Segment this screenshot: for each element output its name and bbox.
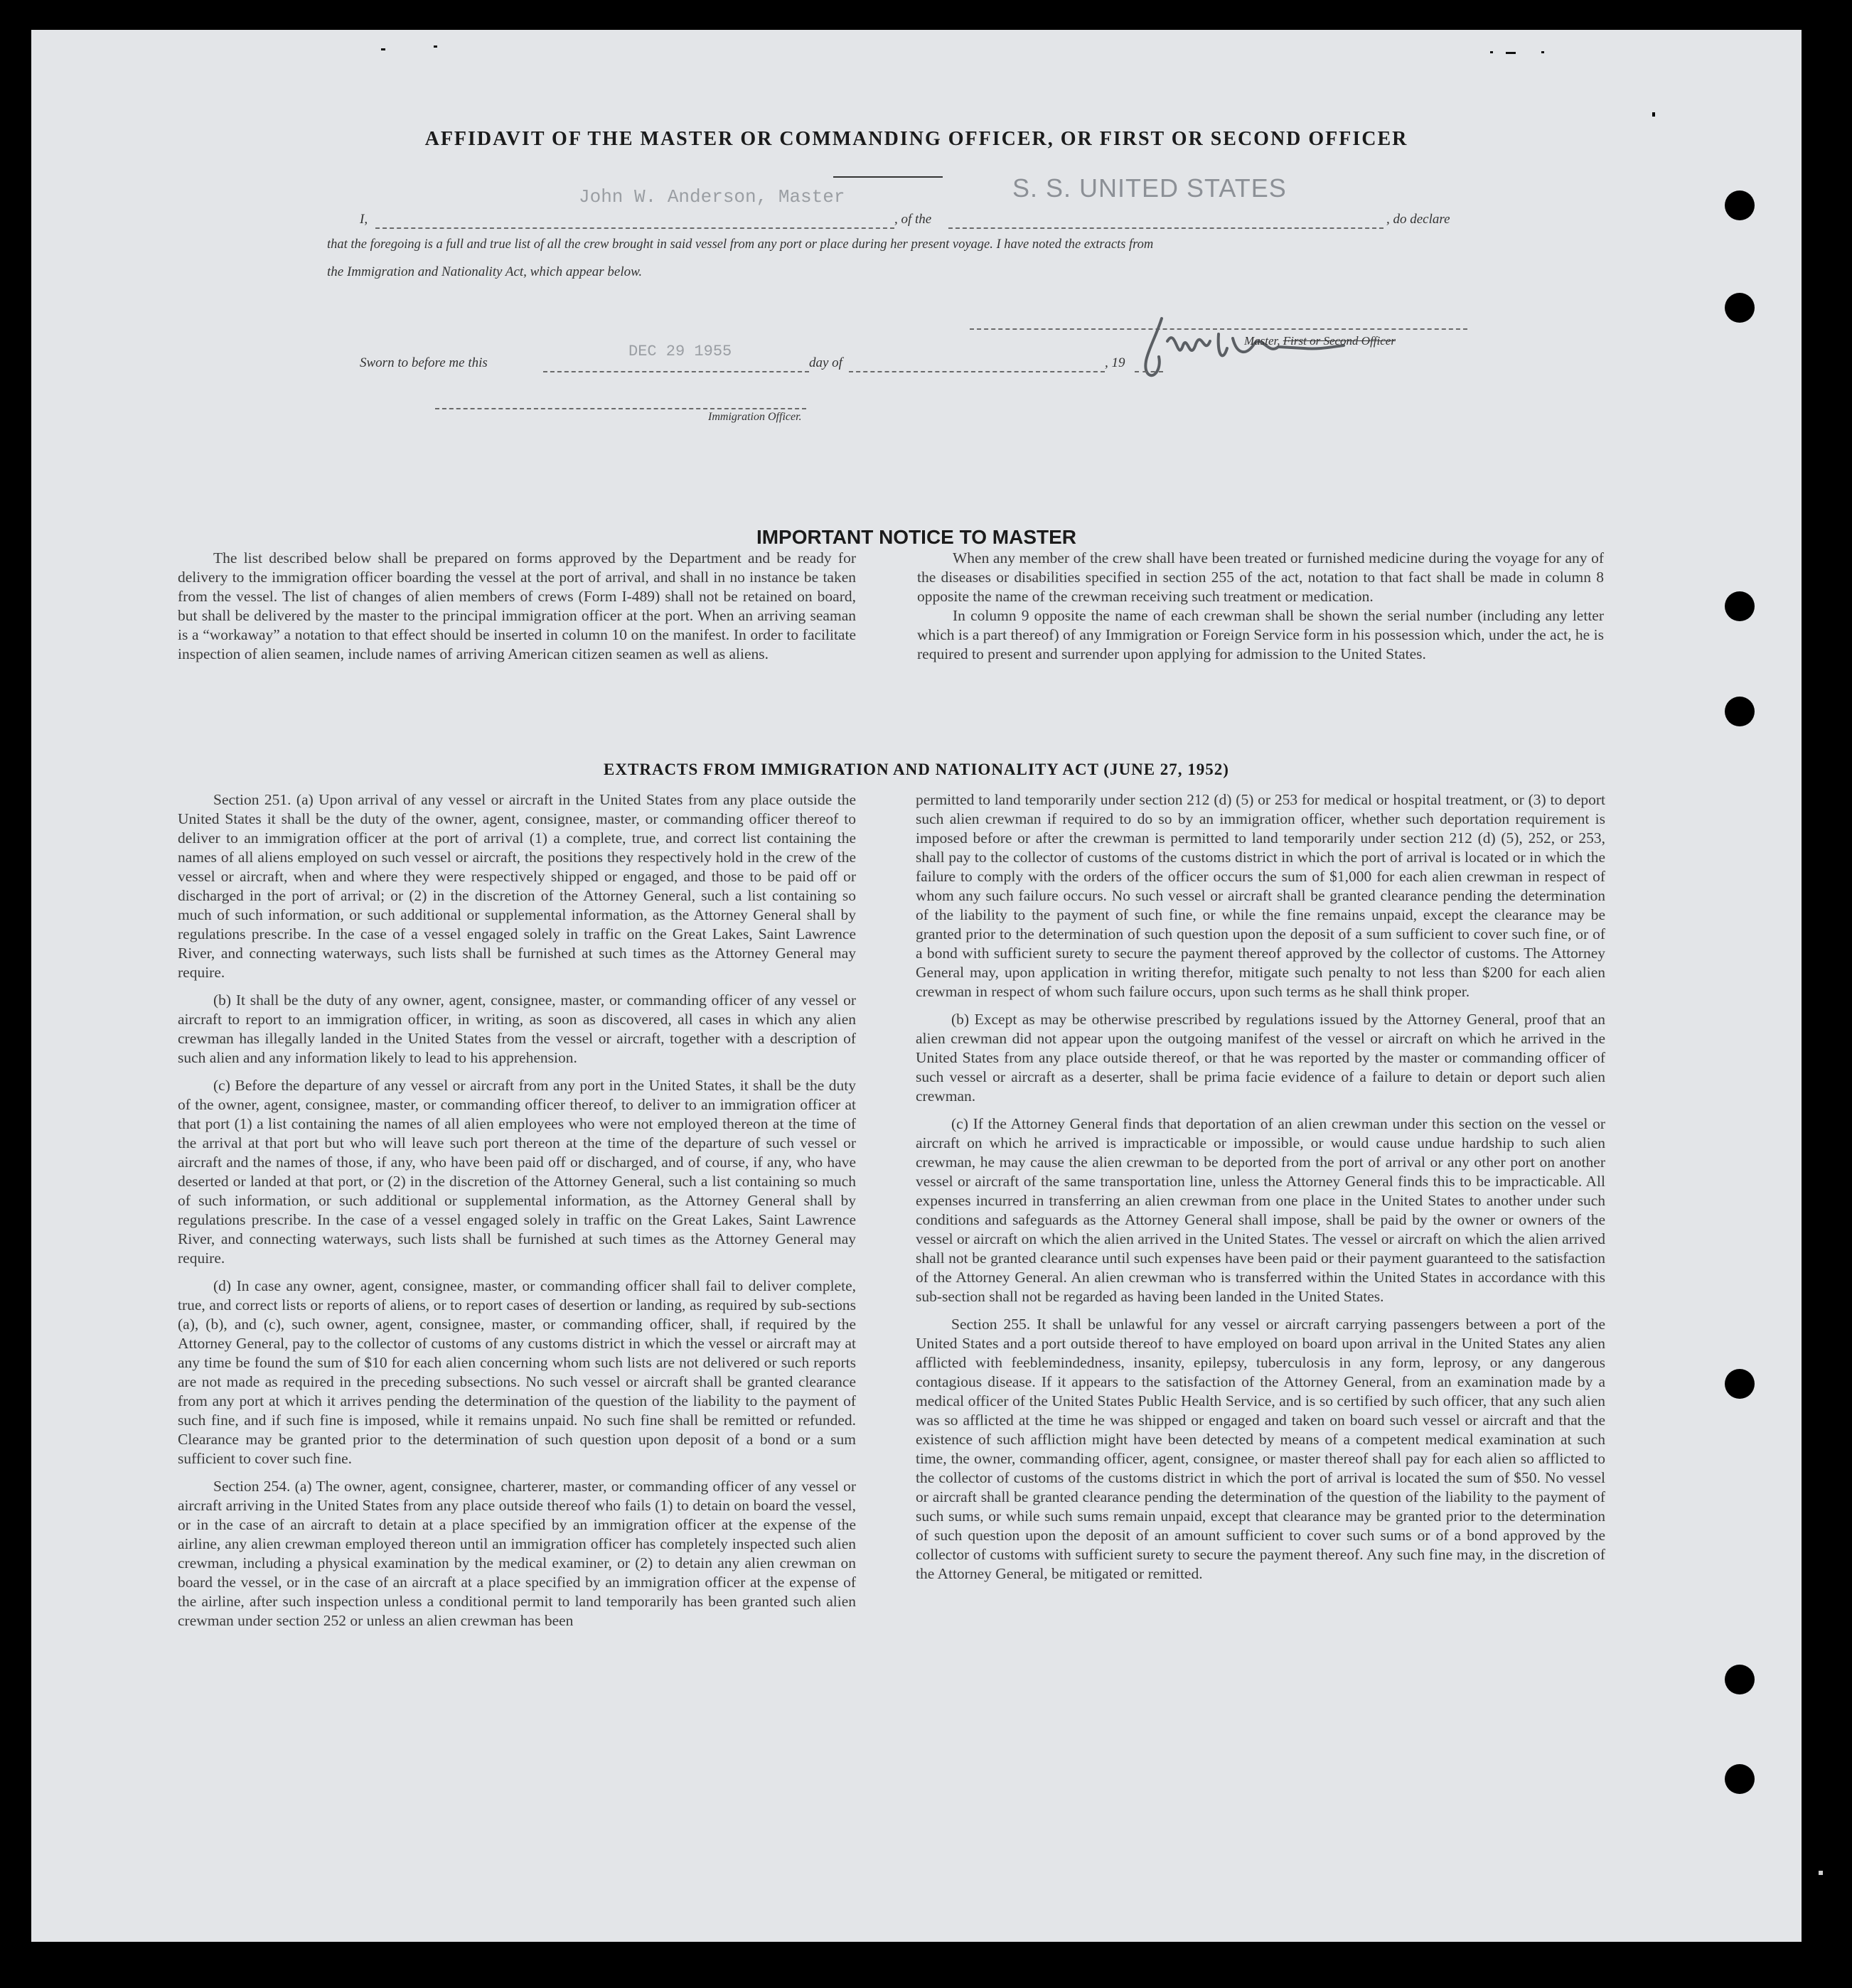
i-label: I, <box>360 212 368 227</box>
extract-section-254c: (c) If the Attorney General finds that deportation of an alien crewman under this section on the vessel or aircraft on which he arrived is impracticable or impossible, or would cause undue hardship to such alien crewman, he may cause the alien crewman to be deported from the port of arrival or any other port on another vessel or aircraft of the same transportation line, unless the Attorney General finds this to be impracticable. All expenses incurred in transferring an alien crewman from one place in the United States to another under such conditions and safeguards as the Attorney General shall impose, shall be paid by the owner or owners of the vessel or aircraft on which the alien arrived in the United States. The vessel or aircraft on which the alien arrived shall not be granted clearance until such expenses have been paid or their payment guaranteed to the satisfaction of the Attorney General. An alien crewman who is transferred within the United States in accordance with this sub-section shall not be regarded as having been landed in the United States. <box>916 1115 1605 1305</box>
notice-left-paragraph: The list described below shall be prepared on forms approved by the Department and be ready for delivery to the immigration officer boarding the vessel at the port of arrival, and shall in no instance be taken from the vessel. The list of changes of alien members of crews (Form I-489) shall not be retained on board, but shall be delivered by the master to the principal immigration officer at the port. When an arriving seaman is a “workaway” a notation to that effect should be inserted in column 10 on the manifest. In order to facilitate inspection of alien seamen, include names of arriving American citizen seamen as well as aliens. <box>178 549 856 662</box>
affidavit-title: AFFIDAVIT OF THE MASTER OR COMMANDING OFFICER, OR FIRST OR SECOND OFFICER <box>424 128 1408 150</box>
scan-speck <box>434 45 437 48</box>
notice-title: IMPORTANT NOTICE TO MASTER <box>756 526 1077 548</box>
signature-caption <box>1244 334 1396 348</box>
affidavit-statement-line-1: that the foregoing is a full and true list of all the crew brought in said vessel from any port or place during her present voyage. I have noted the extracts from <box>327 237 1154 252</box>
master-name-typed: John W. Anderson, Master <box>579 186 845 208</box>
extract-section-251c: (c) Before the departure of any vessel or aircraft from any port in the United States, it shall be the duty of the owner, agent, consignee, master, or commanding officer thereof, to deliver to an immigration officer at that port (1) a list containing the names of all alien employees who were not employed thereon at the time of the arrival at that port but who will leave such port thereon at the time of the departure of such vessel or aircraft and the names of those, if any, who have been paid off or discharged, and of course, if any, who have deserted or landed at that port, or (2) in the discretion of the Attorney General, such a list containing so much of such information, or such additional or supplemental information, as the Attorney General shall by regulations prescribe. In the case of a vessel engaged solely in traffic on the Great Lakes, Saint Lawrence River, and connecting waterways, such lists shall be furnished at such times as the Attorney General may require. <box>178 1077 856 1267</box>
scan-speck <box>1541 51 1544 53</box>
scan-speck <box>1506 52 1516 54</box>
extract-section-254a: Section 254. (a) The owner, agent, consignee, charterer, master, or commanding officer of any vessel or aircraft arriving in the United States from any place outside thereof who fails (1) to detain on board the vessel, or in the case of an aircraft to detain at a place specified by an immigration officer at the expense of the airline, any alien crewman employed thereon until an immigration officer has completely inspected such alien crewman, including a physical examination by the medical examiner, or (2) to detain any alien crewman on board the vessel, or in the case of an aircraft at a place specified by an immigration officer at the expense of the airline, after such inspection unless a conditional permit to land temporarily has been granted such alien crewman under section 252 or unless an alien crewman has been <box>178 1478 856 1629</box>
punch-hole <box>1725 293 1755 323</box>
punch-hole <box>1725 591 1755 621</box>
scan-speck <box>1490 51 1493 53</box>
scan-speck <box>1819 1871 1823 1875</box>
extracts-left-column <box>178 790 856 1639</box>
signature-caption-master: Master, <box>1244 334 1280 348</box>
officer-caption: Immigration Officer. <box>708 411 802 423</box>
document-page <box>31 30 1802 1942</box>
punch-hole <box>1725 1369 1755 1399</box>
month-blank <box>849 371 1105 372</box>
of-the-label: , of the <box>894 212 932 227</box>
extract-section-251b: (b) It shall be the duty of any owner, agent, consignee, master, or commanding officer of any vessel or aircraft to report to an immigration officer, in writing, as soon as discovered, all cases in which any alien crewman has illegally landed in the United States from the vessel or aircraft, together with a description of such alien and any information likely to lead to his apprehension. <box>178 992 856 1066</box>
notice-right-paragraph-2: In column 9 opposite the name of each crewman shall be shown the serial number (including any letter which is a part thereof) of any Immigration or Foreign Service form in his possession which, under the act, he is required to present and surrender upon applying for admission to the United States. <box>917 607 1604 662</box>
year-blank <box>1135 371 1163 372</box>
title-divider <box>833 176 943 178</box>
sworn-date-blank <box>543 371 809 372</box>
punch-hole <box>1725 1764 1755 1794</box>
officer-signature-line <box>435 408 806 409</box>
day-of-label: day of <box>809 355 842 370</box>
affidavit-statement-line-2: the Immigration and Nationality Act, which appear below. <box>327 264 643 279</box>
notice-right-column <box>917 549 1604 672</box>
punch-hole <box>1725 190 1755 220</box>
scan-speck <box>1652 112 1655 117</box>
punch-hole <box>1725 697 1755 726</box>
punch-hole <box>1725 1665 1755 1694</box>
sworn-date-typed: DEC 29 1955 <box>628 343 732 360</box>
notice-left-column <box>178 549 856 672</box>
vessel-name-stamp: S. S. UNITED STATES <box>1012 173 1287 203</box>
vessel-blank <box>948 227 1383 229</box>
sworn-label: Sworn to before me this <box>360 355 488 370</box>
scan-speck <box>381 48 385 50</box>
extract-section-251a: Section 251. (a) Upon arrival of any vessel or aircraft in the United States from any place outside the United States it shall be the duty of the owner, agent, consignee, master, or commanding officer thereof to deliver to an immigration officer at the port of arrival (1) a complete, true, and correct list containing the names of all aliens employed on such vessel or aircraft, the positions they respectively hold in the crew of the vessel or aircraft, when and where they were respectively shipped or engaged, and those to be paid off or discharged in the port of arrival; or (2) in the discretion of the Attorney General, such a list containing so much of such information, or such additional or supplemental information, as the Attorney General shall by regulations prescribe. In the case of a vessel engaged solely in traffic on the Great Lakes, Saint Lawrence River, and connecting waterways, such lists shall be furnished at such times as the Attorney General may require. <box>178 791 856 981</box>
extract-section-251d: (d) In case any owner, agent, consignee, master, or commanding officer shall fail to deliver complete, true, and correct lists or reports of aliens, or to report cases of desertion or landing, as required by sub-sections (a), (b), and (c), such owner, agent, consignee, master, or commanding officer, shall, if required by the Attorney General, pay to the collector of customs of any customs district in which the vessel or aircraft may at any time be found the sum of $10 for each alien concerning whom such lists are not delivered or such reports are not made as required in the preceding subsections. No such vessel or aircraft shall be granted clearance from any port at which it arrives pending the determination of the question of the liability to the payment of such fine, and if such fine is imposed, while it remains unpaid. No such fine shall be remitted or refunded. Clearance may be granted prior to the determination of such question upon deposit of a bond or a sum sufficient to cover such fine. <box>178 1277 856 1467</box>
do-declare-label: , do declare <box>1386 212 1450 227</box>
extract-section-254b: (b) Except as may be otherwise prescribed by regulations issued by the Attorney General, proof that an alien crewman did not appear upon the outgoing manifest of the vessel or aircraft on which he arrived in the United States from any place outside thereof, or that he was reported by the master or commanding officer of such vessel or aircraft as a deserter, shall be prima facie evidence of a failure to detain or deport such alien crewman. <box>916 1011 1605 1105</box>
extract-section-255: Section 255. It shall be unlawful for any vessel or aircraft carrying passengers between a port of the United States and a port outside thereof to have employed on board upon arrival in the United States any alien afflicted with feeblemindedness, insanity, epilepsy, tuberculosis in any form, leprosy, or any dangerous contagious disease. If it appears to the satisfaction of the Attorney General, from an examination made by a medical officer of the United States Public Health Service, and is so certified by such officer, that any such alien was so afflicted at the time he was shipped or engaged and taken on board such vessel or aircraft and that the existence of such affliction might have been detected by means of a competent medical examination at such time, the owner, commanding officer, agent, consignee, or master thereof shall pay for each alien so afflicted to the collector of customs of the customs district in which the port of arrival is located the sum of $50. No vessel or aircraft shall be granted clearance pending the determination of the question of the liability to the payment of such sums, or while such sums remain unpaid, except that clearance may be granted prior to the determination of such question upon the deposit of an amount sufficient to cover such sums or of a bond approved by the collector of customs with sufficient surety to secure the payment thereof. Any such fine may, in the discretion of the Attorney General, be mitigated or remitted. <box>916 1316 1605 1582</box>
year-label: , 19 <box>1105 355 1125 370</box>
notice-right-paragraph-1: When any member of the crew shall have been treated or furnished medicine during the voyage for any of the diseases or disabilities specified in section 255 of the act, notation to that fact shall be made in column 8 opposite the name of the crewman receiving such treatment or medication. <box>917 549 1604 605</box>
master-signature <box>1133 313 1347 391</box>
extracts-title: EXTRACTS FROM IMMIGRATION AND NATIONALITY ACT (JUNE 27, 1952) <box>604 761 1229 778</box>
extracts-right-column <box>916 790 1605 1592</box>
signature-caption-struck: First or Second Officer <box>1283 334 1396 348</box>
name-blank <box>375 227 894 229</box>
extract-section-254a-continued: permitted to land temporarily under section 212 (d) (5) or 253 for medical or hospital treatment, or (3) to deport such alien crewman if required to do so by an immigration officer, whether such deportation requirement is imposed before or after the crewman is permitted to land temporarily under section 212 (d) (5), 252, or 253, shall pay to the collector of customs of the customs district in which the port of arrival is located or in which the failure to comply with the orders of the officer occurs the sum of $1,000 for each alien crewman in respect of whom any such failure occurs. No such vessel or aircraft shall be granted clearance pending the determination of the liability to the payment of such fine, or while the fine remains unpaid, except the clearance may be granted prior to the determination of such question upon the deposit of a sum sufficient to cover such fine, or of a bond with sufficient surety to secure the payment thereof approved by the collector of customs. The Attorney General may, upon application in writing therefor, mitigate such penalty to not less than $200 for each alien crewman in respect of whom such failure occurs, upon such terms as he shall think proper. <box>916 791 1605 1000</box>
